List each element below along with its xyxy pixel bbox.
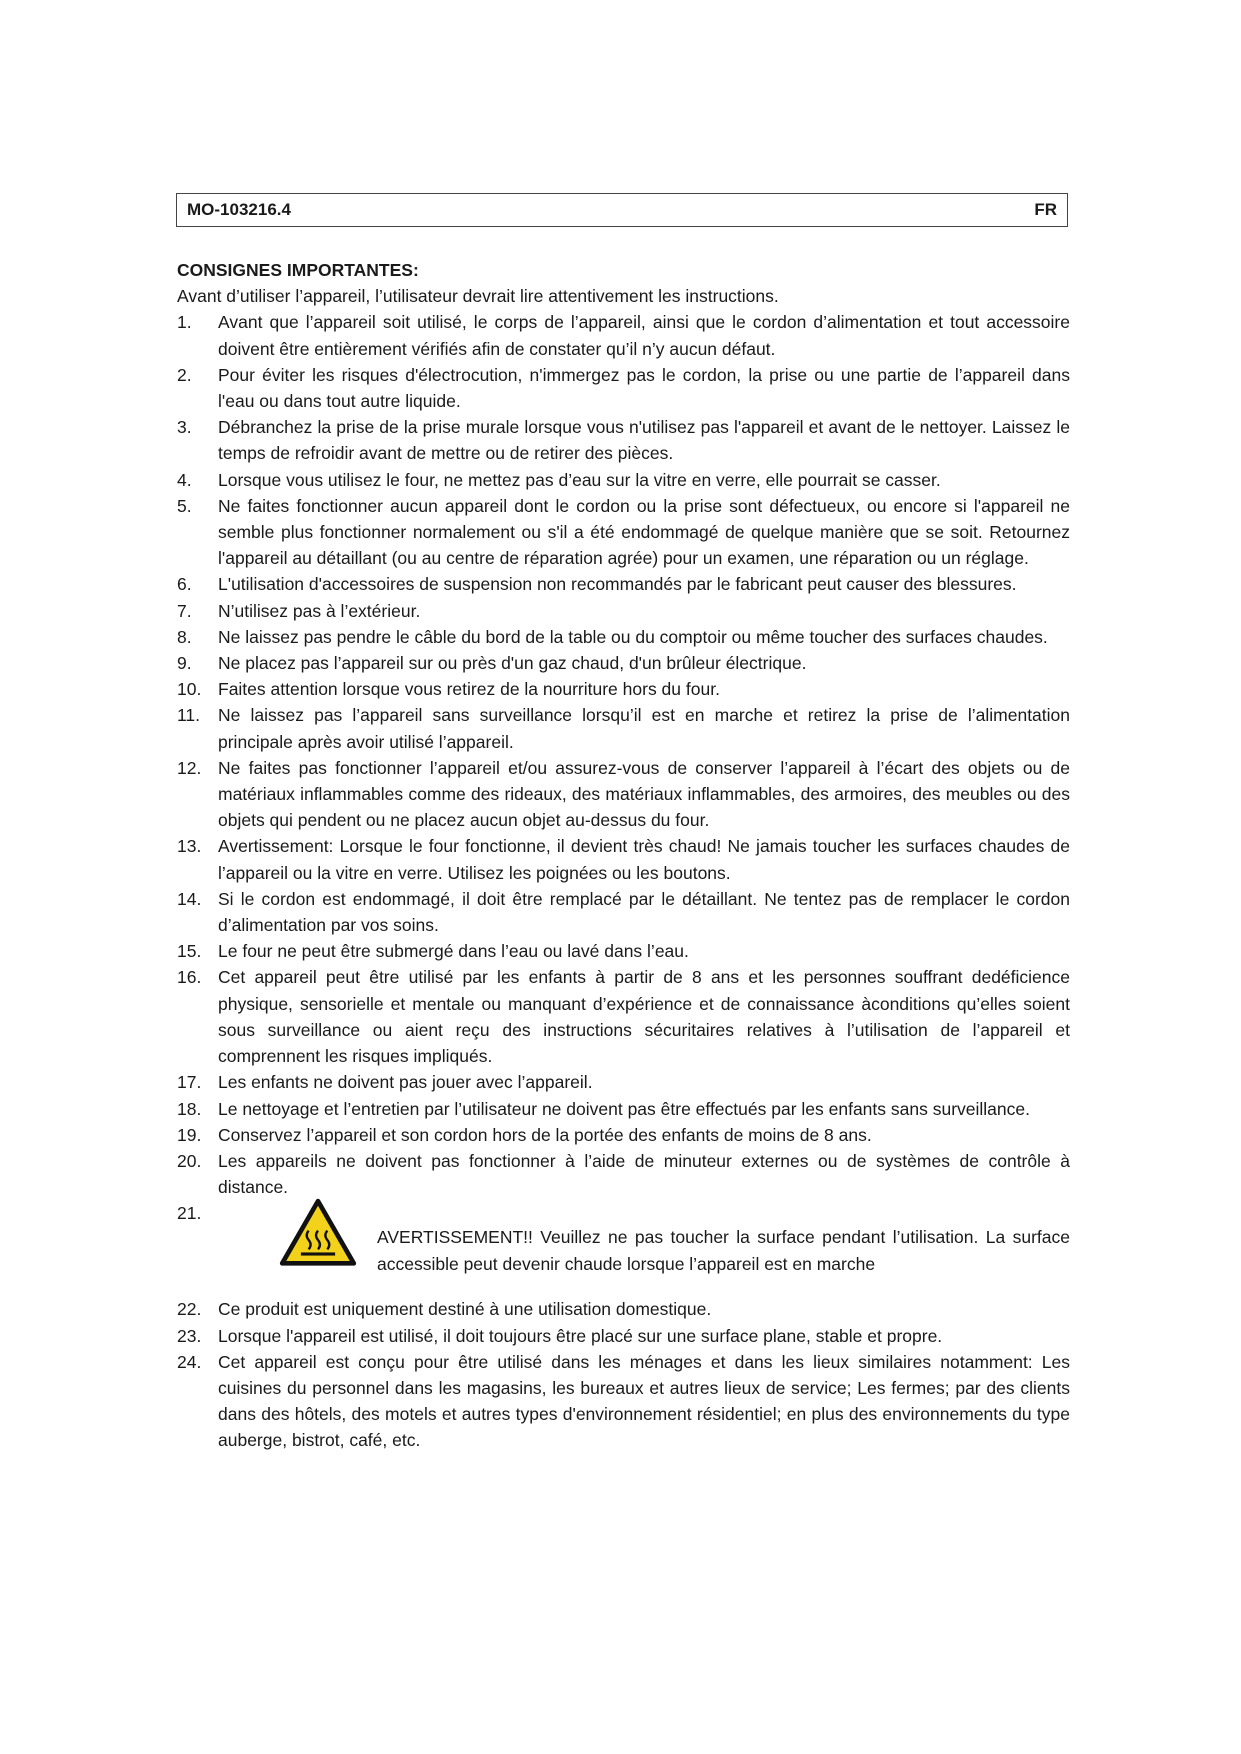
item-text: Les appareils ne doivent pas fonctionner à l’aide de minuteur externes ou de systèmes de contrôle à distance. — [218, 1150, 1070, 1198]
item-text: Ne placez pas l’appareil sur ou près d'un gaz chaud, d'un brûleur électrique. — [218, 653, 807, 674]
item-text: Pour éviter les risques d'électrocution, n'immergez pas le cordon, la prise ou une partie de l’appareil dans l'eau ou dans tout autre liquide. — [218, 364, 1070, 412]
list-item — [177, 414, 1070, 466]
list-item — [177, 886, 1070, 938]
model-number: MO-103216.4 — [187, 200, 291, 219]
list-item — [177, 571, 1070, 597]
item-text: Les enfants ne doivent pas jouer avec l’appareil. — [218, 1072, 593, 1093]
item-text: Le four ne peut être submergé dans l’eau ou lavé dans l’eau. — [218, 941, 689, 962]
item-number: 2. — [177, 364, 192, 385]
list-item — [177, 309, 1070, 361]
item-number: 8. — [177, 626, 192, 647]
item-text: Cet appareil est conçu pour être utilisé dans les ménages et dans les lieux similaires notamment: Les cuisines du personnel dans les magasins, les bureaux et autres lieux de service; Les fermes; par des clients dans des hôtels, des motels et autres types d'environnement résidentiel; en plus des environnements du type auberge, bistrot, café, etc. — [218, 1351, 1070, 1451]
list-item — [177, 362, 1070, 414]
item-text: AVERTISSEMENT!! Veuillez ne pas toucher la surface pendant l’utilisation. La surface accessible peut devenir chaude lorsque l’appareil est en marche — [377, 1227, 1070, 1274]
instructions-section — [177, 257, 1070, 1454]
list-item — [177, 1122, 1070, 1148]
item-number: 4. — [177, 469, 192, 490]
item-number: 15. — [177, 941, 202, 962]
item-text: Conservez l’appareil et son cordon hors de la portée des enfants de moins de 8 ans. — [218, 1124, 872, 1145]
item-number: 1. — [177, 312, 192, 333]
item-number: 19. — [177, 1124, 202, 1145]
item-text: Débranchez la prise de la prise murale lorsque vous n'utilisez pas l'appareil et avant de le nettoyer. Laissez le temps de refroidir avant de mettre ou de retirer des pièces. — [218, 417, 1070, 464]
list-item — [177, 938, 1070, 964]
language-code: FR — [1034, 200, 1057, 219]
list-item — [177, 1148, 1070, 1200]
list-item-warning — [177, 1200, 1070, 1296]
item-text: Le nettoyage et l’entretien par l’utilisateur ne doivent pas être effectués par les enfants sans surveillance. — [218, 1098, 1030, 1119]
item-text: N’utilisez pas à l’extérieur. — [218, 600, 421, 621]
list-item — [177, 964, 1070, 1069]
list-item — [177, 702, 1070, 754]
item-text: L'utilisation d'accessoires de suspension non recommandés par le fabricant peut causer des blessures. — [218, 574, 1017, 595]
list-item — [177, 1096, 1070, 1122]
item-number: 9. — [177, 653, 192, 674]
item-text: Avant que l’appareil soit utilisé, le corps de l’appareil, ainsi que le cordon d’alimentation et tout accessoire doivent être entièrement vérifiés afin de constater qu’il n’y aucun défaut. — [218, 312, 1070, 359]
item-text: Cet appareil peut être utilisé par les enfants à partir de 8 ans et les personnes souffrant dedéficience physique, sensorielle et mentale ou manquant d’expérience et de connaissance àconditions qu’elles soient sous surveillance ou aient reçu des instructions sécuritaires relatives à l’utilisation de l’appareil et comprennent les risques impliqués. — [218, 967, 1070, 1067]
list-item — [177, 1323, 1070, 1349]
item-number: 17. — [177, 1072, 202, 1093]
section-intro: Avant d’utiliser l’appareil, l’utilisateur devrait lire attentivement les instructions. — [177, 286, 779, 307]
list-item — [177, 833, 1070, 885]
list-item — [177, 1296, 1070, 1322]
list-item — [177, 467, 1070, 493]
item-number: 7. — [177, 600, 192, 621]
item-text: Faites attention lorsque vous retirez de la nourriture hors du four. — [218, 679, 720, 700]
item-text: Lorsque vous utilisez le four, ne mettez pas d’eau sur la vitre en verre, elle pourrait se casser. — [218, 469, 941, 490]
list-item — [177, 1069, 1070, 1095]
item-number: 23. — [177, 1325, 202, 1346]
list-item — [177, 624, 1070, 650]
hot-surface-warning-icon — [279, 1198, 357, 1268]
item-text: Si le cordon est endommagé, il doit être remplacé par le détaillant. Ne tentez pas de remplacer le cordon d’alimentation par vos soins. — [218, 888, 1070, 936]
list-item — [177, 650, 1070, 676]
item-number: 16. — [177, 967, 202, 988]
item-number: 5. — [177, 495, 192, 516]
item-number: 12. — [177, 757, 202, 778]
item-text: Lorsque l'appareil est utilisé, il doit toujours être placé sur une surface plane, stable et propre. — [218, 1325, 943, 1346]
item-number: 10. — [177, 679, 202, 700]
item-number: 13. — [177, 836, 202, 857]
item-number: 22. — [177, 1299, 202, 1320]
item-text: Ne faites pas fonctionner l’appareil et/ou assurez-vous de conserver l’appareil à l’écart des objets ou de matériaux inflammables comme des rideaux, des matériaux inflammables, des armoires, des meubles ou des objets qui pendent ou ne placez aucun objet au-dessus du four. — [218, 757, 1070, 831]
list-item — [177, 755, 1070, 834]
list-item — [177, 1349, 1070, 1454]
item-number: 24. — [177, 1351, 202, 1372]
instructions-list — [177, 309, 1070, 1453]
item-text: Avertissement: Lorsque le four fonctionne, il devient très chaud! Ne jamais toucher les surfaces chaudes de l’appareil ou la vitre en verre. Utilisez les poignées ou les boutons. — [218, 836, 1070, 883]
item-text: Ce produit est uniquement destiné à une utilisation domestique. — [218, 1299, 712, 1320]
item-number: 18. — [177, 1098, 202, 1119]
item-number: 21. — [177, 1203, 202, 1224]
item-number: 14. — [177, 888, 202, 909]
list-item — [177, 676, 1070, 702]
item-number: 6. — [177, 574, 192, 595]
item-number: 3. — [177, 417, 192, 438]
item-text: Ne laissez pas pendre le câble du bord de la table ou du comptoir ou même toucher des surfaces chaudes. — [218, 626, 1048, 647]
list-item — [177, 598, 1070, 624]
item-number: 11. — [177, 705, 201, 726]
list-item — [177, 493, 1070, 572]
section-title: CONSIGNES IMPORTANTES: — [177, 260, 419, 280]
item-number: 20. — [177, 1150, 202, 1171]
document-header — [176, 193, 1068, 227]
item-text: Ne faites fonctionner aucun appareil dont le cordon ou la prise sont défectueux, ou encore si l'appareil ne semble plus fonctionner normalement ou s'il a été endommagé de quelque manière que se soit. Retournez l'appareil au détaillant (ou au centre de réparation agrée) pour un examen, une réparation ou un réglage. — [218, 495, 1070, 569]
item-text: Ne laissez pas l’appareil sans surveillance lorsqu’il est en marche et retirez la prise de l’alimentation principale après avoir utilisé l’appareil. — [218, 705, 1070, 752]
